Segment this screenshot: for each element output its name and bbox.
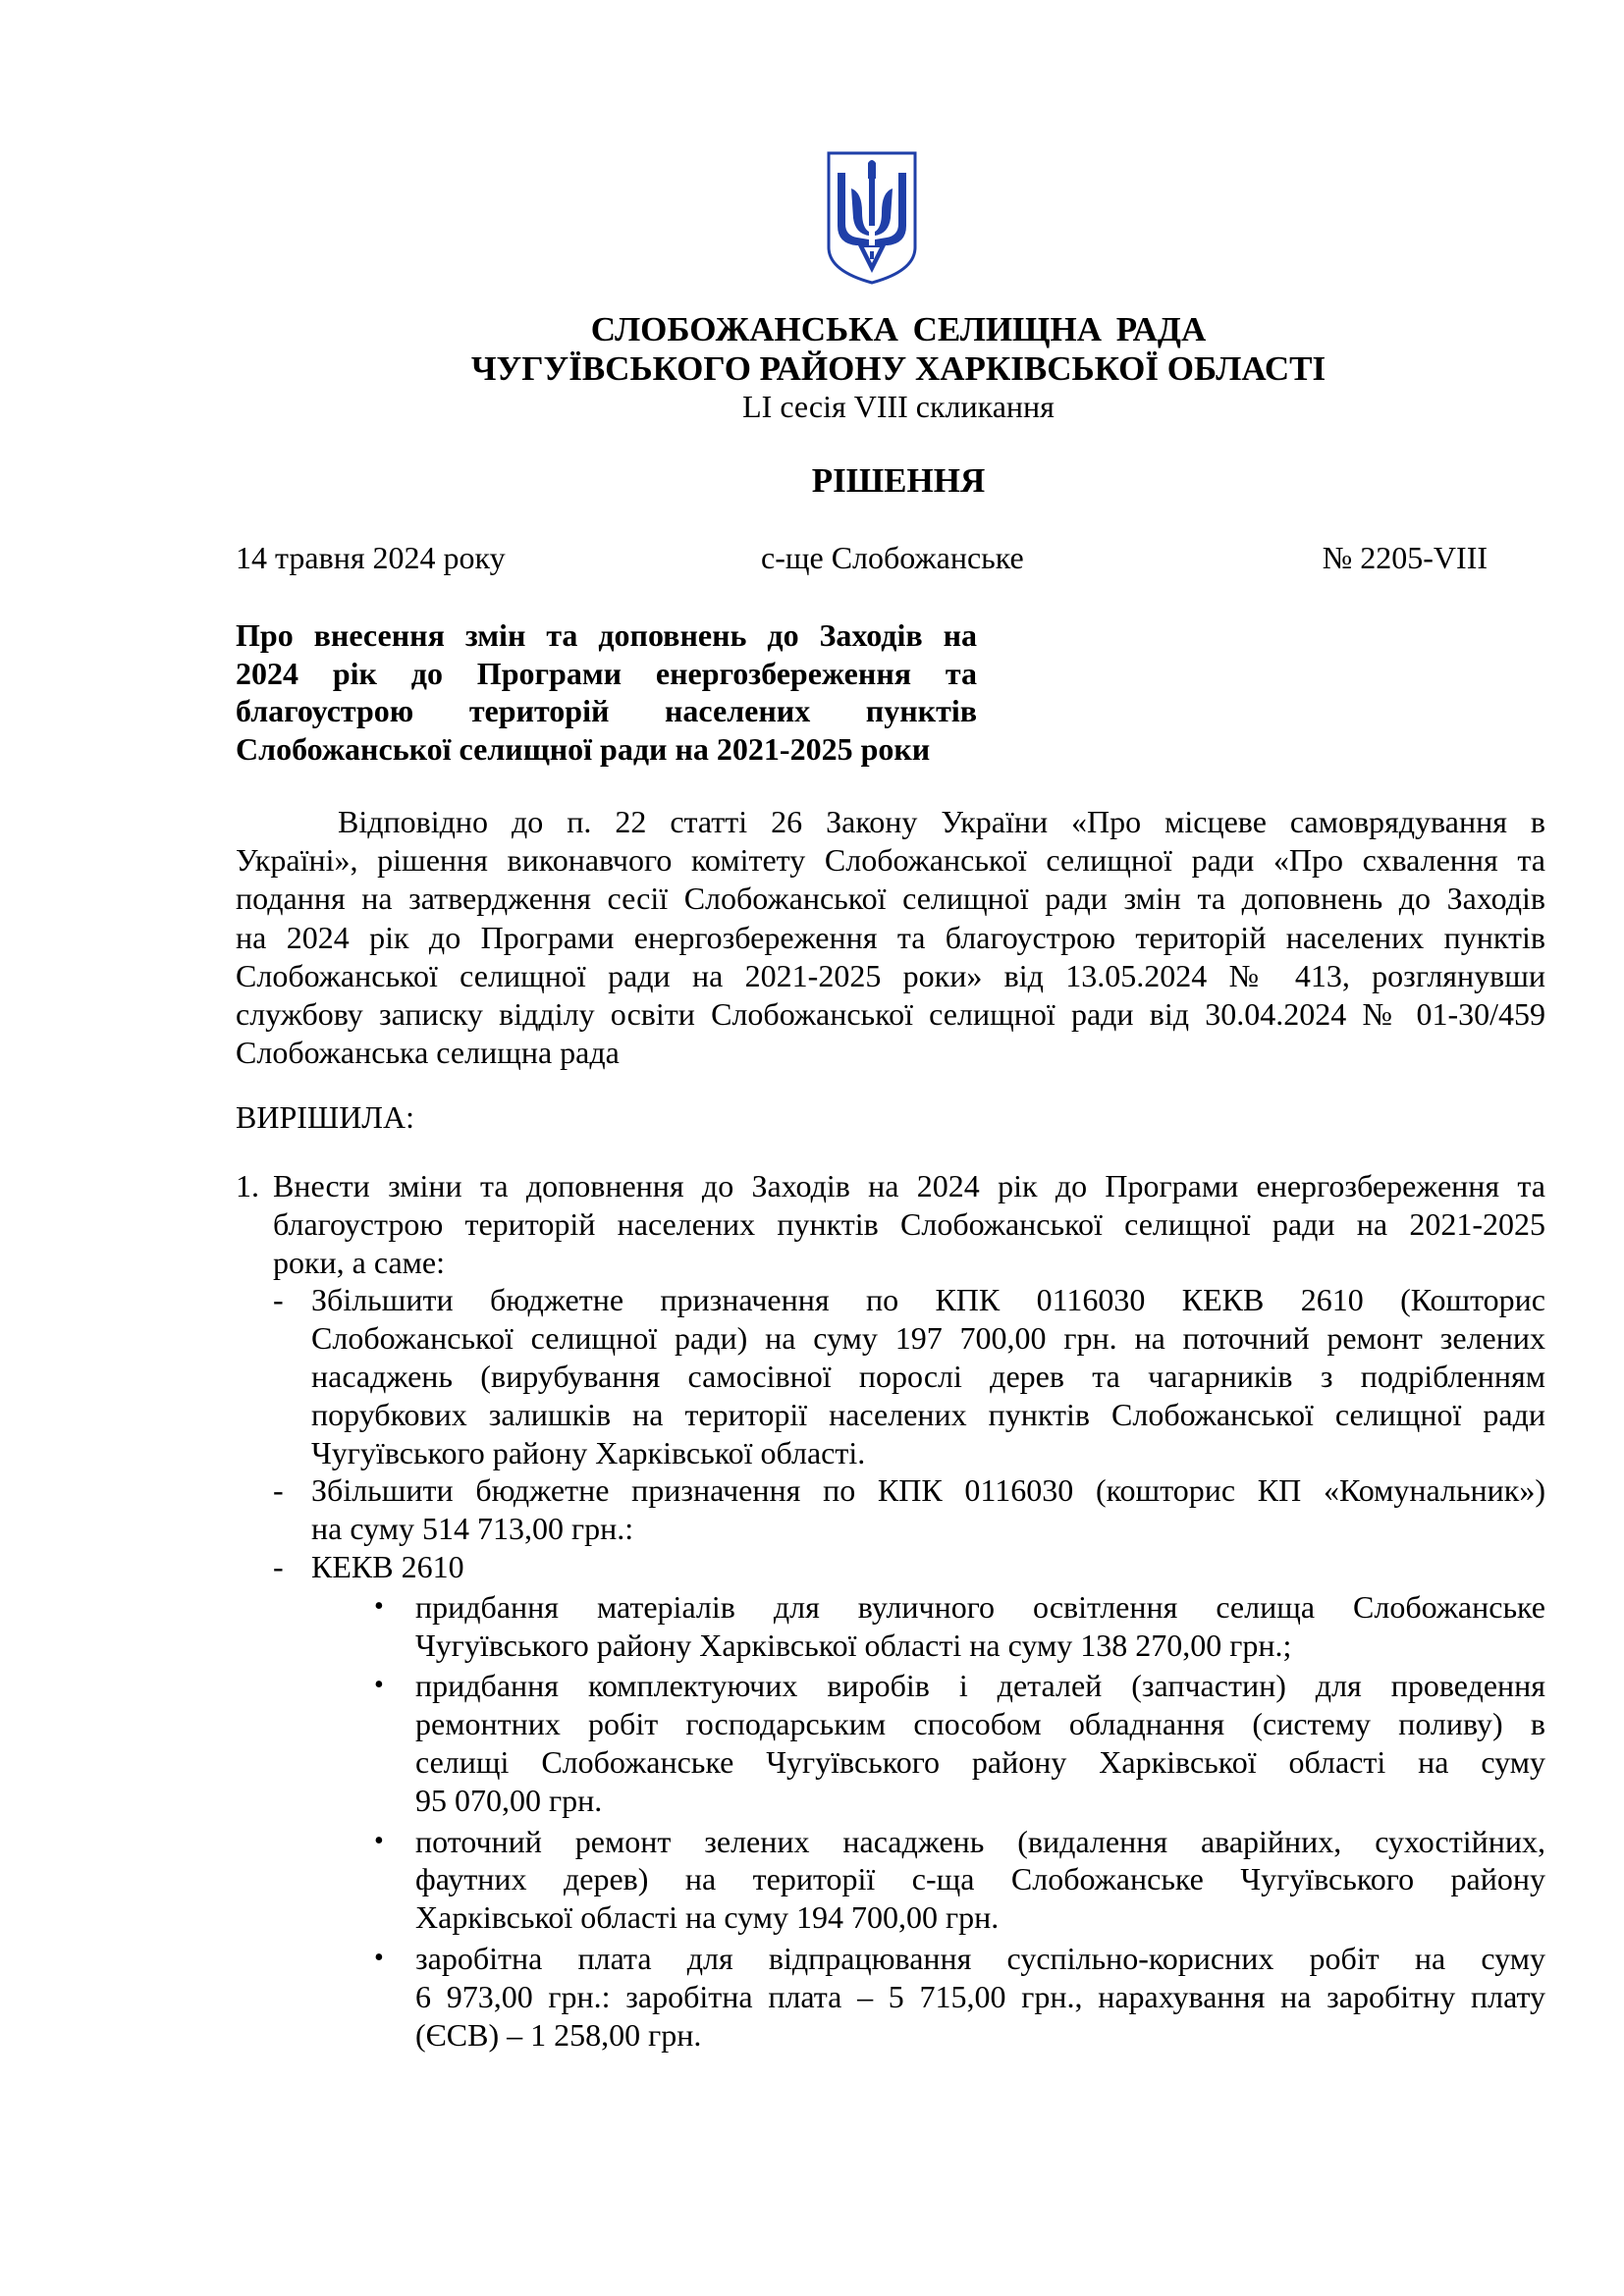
- bullet-line: придбання комплектуючих виробів і деталей (запчастин) для проведення: [415, 1668, 1545, 1704]
- item-line: роки, а саме:: [273, 1244, 446, 1280]
- bullet-item: [374, 1588, 1545, 1665]
- dash-marker: -: [273, 1548, 284, 1584]
- bullet-line: поточний ремонт зелених насаджень (видалення аварійних, сухостійних,: [415, 1823, 1545, 1859]
- bullet-line: Чугуївського району Харківської області на суму 138 270,00 грн.;: [415, 1627, 1292, 1663]
- document-date: 14 травня 2024 року: [236, 540, 506, 575]
- dash-line: порубкових залишків на території населених пунктів Слобожанської селищної ради: [311, 1396, 1545, 1432]
- dash-line: Збільшити бюджетне призначення по КПК 0116030 (кошторис КП «Комунальник»): [311, 1472, 1545, 1509]
- dash-line: Чугуївського району Харківської області.: [311, 1434, 866, 1470]
- preamble-line: Слобожанської селищної ради на 2021-2025 роки» від 13.05.2024 № 413, розглянувши: [236, 957, 1545, 993]
- bullet-line: фаутних дерев) на території с-ща Слобожанське Чугуївського району: [415, 1861, 1545, 1897]
- preamble-line: Україні», рішення виконавчого комітету Слобожанської селищної ради «Про схвалення та: [236, 842, 1545, 879]
- item-line: благоустрою територій населених пунктів Слобожанської селищної ради на 2021-2025: [273, 1205, 1545, 1242]
- council-name: СЛОБОЖАНСЬКА СЕЛИЩНА РАДА: [590, 310, 1207, 348]
- document-type: РІШЕННЯ: [811, 461, 986, 500]
- decision-items: [236, 1167, 1545, 2056]
- bullet-item: [374, 1667, 1545, 1819]
- item-number: 1.: [236, 1168, 259, 1203]
- document-meta: [236, 540, 1488, 583]
- dash-line: на суму 514 713,00 грн.:: [311, 1511, 634, 1547]
- preamble-line: Слобожанська селищна рада: [236, 1035, 620, 1071]
- document-place: с-ще Слобожанське: [761, 540, 1024, 575]
- decision-item-1: [236, 1167, 1545, 1281]
- dash-line: насаджень (вирубування самосівної порослі дерев та чагарників з подрібленням: [311, 1358, 1545, 1394]
- decision-subject: [236, 616, 977, 768]
- bullet-marker: •: [374, 1590, 384, 1622]
- bullet-marker: •: [374, 1825, 384, 1856]
- document-number: № 2205-VIII: [1322, 540, 1488, 575]
- bullet-line: Харківської області на суму 194 700,00 грн.: [415, 1899, 1000, 1936]
- dash-line: Збільшити бюджетне призначення по КПК 0116030 КЕКВ 2610 (Кошторис: [311, 1282, 1545, 1318]
- bullet-item: [374, 1823, 1545, 1937]
- bullet-marker: •: [374, 1670, 384, 1701]
- bullet-line: 95 070,00 грн.: [415, 1782, 603, 1818]
- council-region: ЧУГУЇВСЬКОГО РАЙОНУ ХАРКІВСЬКОЇ ОБЛАСТІ: [470, 349, 1326, 388]
- dash-line: Слобожанської селищної ради) на суму 197 700,00 грн. на поточний ремонт зелених: [311, 1320, 1545, 1357]
- preamble: [236, 803, 1545, 1072]
- bullet-line: ремонтних робіт господарським способом обладнання (систему поливу) в: [415, 1706, 1545, 1742]
- resolved-heading: ВИРІШИЛА:: [236, 1099, 414, 1135]
- bullet-marker: •: [374, 1942, 384, 1973]
- bullet-line: 6 973,00 грн.: заробітна плата – 5 715,00 грн., нарахування на заробітну плату: [415, 1978, 1545, 2014]
- dash-marker: -: [273, 1282, 284, 1318]
- bullet-line: (ЄСВ) – 1 258,00 грн.: [415, 2016, 702, 2053]
- dash-marker: -: [273, 1472, 284, 1509]
- dash-item: [273, 1281, 1545, 1471]
- bullet-line: придбання матеріалів для вуличного освітлення селища Слобожанське: [415, 1588, 1545, 1625]
- bullet-line: селищі Слобожанське Чугуївського району Харківської області на суму: [415, 1743, 1545, 1780]
- bullet-item: [374, 1940, 1545, 2054]
- item-line: Внести зміни та доповнення до Заходів на 2024 рік до Програми енергозбереження та: [273, 1168, 1545, 1203]
- dash-item: [273, 1548, 1545, 1586]
- preamble-line: подання на затвердження сесії Слобожанської селищної ради змін та доповнень до Заходів: [236, 881, 1545, 917]
- dash-line: КЕКВ 2610: [311, 1548, 464, 1584]
- subject-line: Про внесення змін та доповнень до Заходів на: [236, 617, 977, 653]
- bullet-line: заробітна плата для відпрацювання суспільно-корисних робіт на суму: [415, 1940, 1545, 1976]
- subject-line: благоустрою територій населених пунктів: [236, 693, 977, 728]
- preamble-line: службову записку відділу освіти Слобожанської селищної ради від 30.04.2024 № 01-30/459: [236, 996, 1545, 1033]
- session-info: LI сесія VIII скликання: [742, 389, 1055, 424]
- preamble-line: на 2024 рік до Програми енергозбереження та благоустрою територій населених пунктів: [236, 919, 1545, 955]
- subject-line: Слобожанської селищної ради на 2021-2025 роки: [236, 730, 931, 767]
- coat-of-arms-icon: [825, 149, 919, 287]
- preamble-line: Відповідно до п. 22 статті 26 Закону України «Про місцеве самоврядування в: [338, 804, 1545, 839]
- dash-item: [273, 1471, 1545, 1548]
- subject-line: 2024 рік до Програми енергозбереження та: [236, 655, 977, 691]
